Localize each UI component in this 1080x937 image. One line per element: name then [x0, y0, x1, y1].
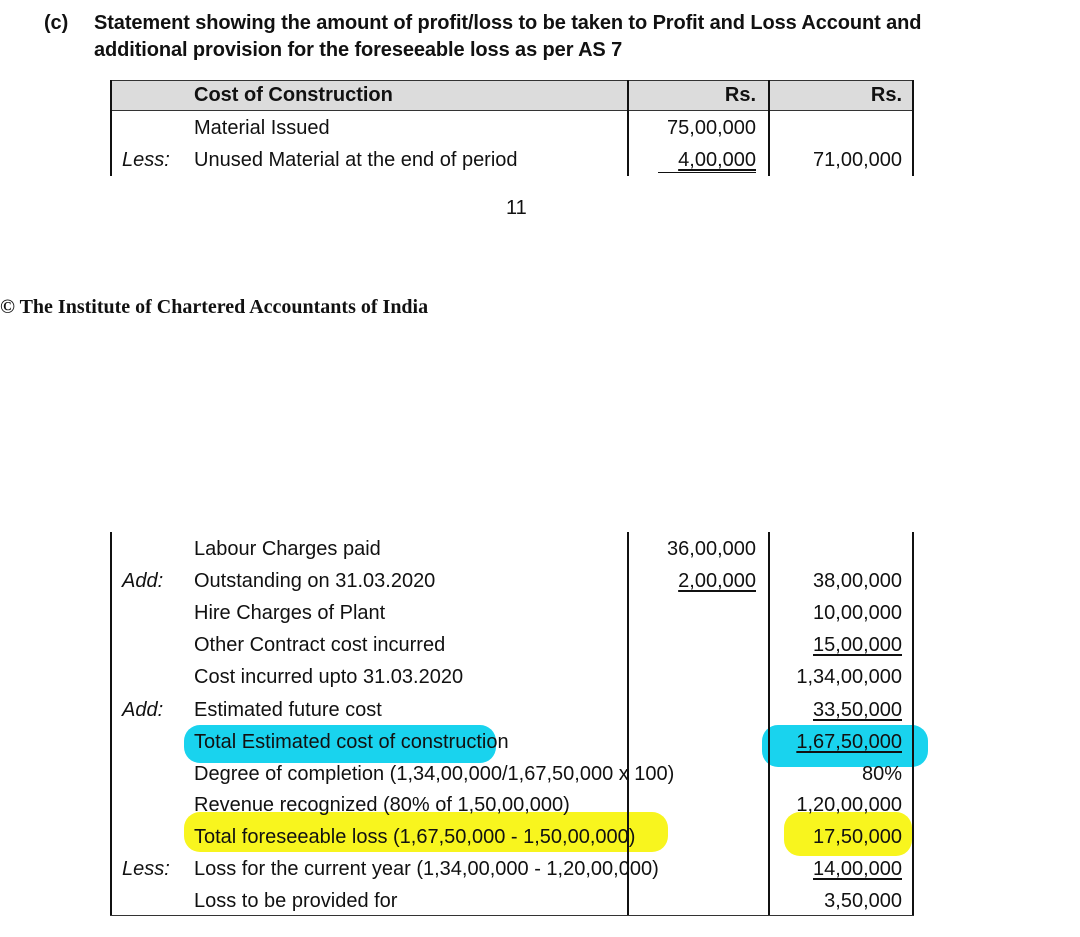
- table-row-col2: 14,00,000: [813, 858, 902, 880]
- table-left-border: [110, 80, 112, 176]
- table-col-divider-2: [768, 80, 770, 176]
- table-row-label: Revenue recognized (80% of 1,50,00,000): [194, 794, 570, 816]
- table-row-col1: 36,00,000: [667, 538, 756, 560]
- table-row-col1: 75,00,000: [667, 117, 756, 139]
- table-row-label: Material Issued: [194, 117, 330, 139]
- page-number: 11: [506, 197, 527, 219]
- table-row-col2: 3,50,000: [824, 890, 902, 912]
- header-particulars: Cost of Construction: [194, 84, 393, 106]
- table-row-label: Degree of completion (1,34,00,000/1,67,50,000 x 100): [194, 763, 675, 785]
- table-top-border: [110, 80, 914, 81]
- table-row-col2: 1,34,00,000: [796, 666, 902, 688]
- table2-bottom-border: [110, 915, 914, 916]
- header-col2: Rs.: [870, 84, 902, 106]
- table-row-label: Other Contract cost incurred: [194, 634, 446, 656]
- table-row-label: Cost incurred upto 31.03.2020: [194, 666, 464, 688]
- table-row-col2: 1,67,50,000: [796, 731, 902, 753]
- subtotal-rule: [658, 172, 756, 173]
- row-prefix: Add:: [122, 570, 164, 592]
- table-row-col2: 80%: [861, 763, 902, 785]
- table-right-border: [912, 80, 914, 176]
- table-row-label: Estimated future cost: [194, 699, 382, 721]
- row-prefix: Add:: [122, 699, 164, 721]
- row-prefix: Less:: [122, 858, 170, 880]
- table-row-col2: 17,50,000: [813, 826, 902, 848]
- table-row-col2: 38,00,000: [813, 570, 902, 592]
- table-row-col1: 2,00,000: [678, 570, 756, 592]
- header-col1: Rs.: [724, 84, 756, 106]
- statement-title-line1: Statement showing the amount of profit/loss to be taken to Profit and Loss Account and: [94, 12, 922, 34]
- table-col-divider-1: [627, 80, 629, 176]
- table-row-label: Total foreseeable loss (1,67,50,000 - 1,50,00,000): [194, 826, 636, 848]
- footer-copyright: © The Institute of Chartered Accountants of India: [0, 296, 429, 318]
- table-row-col2: 10,00,000: [813, 602, 902, 624]
- table-row-label: Total Estimated cost of construction: [194, 731, 509, 753]
- table2-col-divider-2: [768, 532, 770, 916]
- table-row-label: Unused Material at the end of period: [194, 149, 518, 171]
- table-row-label: Labour Charges paid: [194, 538, 381, 560]
- table-header-border: [110, 110, 914, 111]
- table-row-col1: 4,00,000: [678, 149, 756, 171]
- section-label: (c): [44, 12, 69, 34]
- table2-left-border: [110, 532, 112, 916]
- table-row-label: Outstanding on 31.03.2020: [194, 570, 436, 592]
- table-row-col2: 33,50,000: [813, 699, 902, 721]
- table2-right-border: [912, 532, 914, 916]
- statement-title-line2: additional provision for the foreseeable loss as per AS 7: [94, 39, 623, 61]
- table-row-label: Hire Charges of Plant: [194, 602, 386, 624]
- table-row-col2: 15,00,000: [813, 634, 902, 656]
- table-row-col2: 71,00,000: [813, 149, 902, 171]
- row-prefix: Less:: [122, 149, 170, 171]
- table-row-label: Loss for the current year (1,34,00,000 - 1,20,00,000): [194, 858, 659, 880]
- table-row-label: Loss to be provided for: [194, 890, 398, 912]
- table-row-col2: 1,20,00,000: [796, 794, 902, 816]
